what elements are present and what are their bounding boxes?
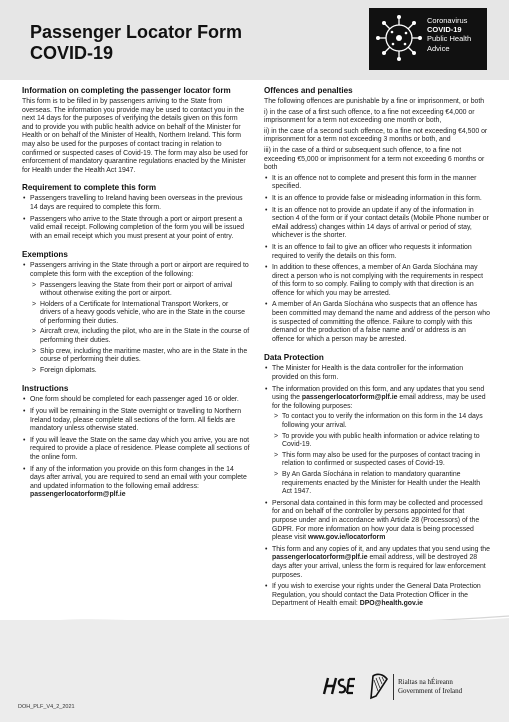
- badge-line-1: Coronavirus: [427, 16, 468, 25]
- gov-line-irish: Rialtas na hÉireann: [398, 678, 453, 686]
- email-link[interactable]: passengerlocatorform@plf.ie: [30, 491, 126, 499]
- list-item: • In addition to these offences, a member of An Garda Síochána may direct a person who is not complying with the requirements in respect of this form to so comply. Failing to comply with that direction is an offence for which you may be arrested.: [264, 264, 490, 298]
- list-item: • It is an offence to fail to give an officer who requests it information required to verify the details on this form.: [264, 244, 490, 261]
- harp-icon: [368, 672, 390, 700]
- email-link[interactable]: passengerlocatorform@plf.ie: [272, 554, 368, 562]
- sub-item: > To provide you with public health information or advice relating to Covid-19.: [272, 433, 490, 450]
- list-item: • It is an offence not to complete and present this form in the manner specified.: [264, 175, 490, 192]
- list-item: [264, 546, 490, 580]
- virus-icon: [375, 14, 423, 62]
- list-item: [264, 583, 490, 609]
- penalty-second: ii) in the case of a second such offence, to a fine not exceeding €4,500 or imprisonment for a term not exceeding 3 months or both, and: [264, 127, 488, 144]
- list-item: • It is an offence not to provide an update if any of the information in section 4 of the form or if your contact details (Mobile Phone number or eMail address) changes within 14 days of arrival or period of stay, whichever is the shorter.: [264, 207, 490, 241]
- instructions-last-text: If any of the information you provide on this form changes in the 14 days after arrival, you are required to send an email with your complete and updated information to the following email address:: [30, 465, 247, 490]
- list-item: [264, 500, 490, 543]
- footer-divider: [393, 674, 394, 700]
- page-title: [30, 22, 242, 64]
- badge-text: [427, 16, 471, 53]
- left-column: [22, 86, 250, 503]
- exemptions-sublist: [30, 282, 250, 376]
- offences-intro: The following offences are punishable by a fine or imprisonment, or both: [264, 98, 485, 105]
- offences-heading: Offences and penalties: [264, 86, 353, 95]
- dp-text: Personal data contained in this form may be collected and processed for and on behalf of the controller by persons appointed for that purpose under and in accordance with Article 28 (Processors) of the GDPR. For more information on how your data is being processed please visit: [272, 499, 483, 542]
- locatorform-link[interactable]: www.gov.ie/locatorform: [308, 534, 386, 542]
- sub-item: > Foreign diplomats.: [30, 367, 250, 376]
- list-item: • A member of An Garda Síochána who suspects that an offence has been committed may demand the name and address of the person who is suspected of committing the offence. Failure to comply with this demand or the production of a false name and/ or address is an offence for which a person may be arrested.: [264, 301, 490, 344]
- sub-item: > Holders of a Certificate for International Transport Workers, or drivers of a heavy goods vehicle, who are in the State in the course of performing their duties.: [30, 301, 250, 327]
- sub-item: > Passengers leaving the State from their port or airport of arrival without otherwise exiting the port or airport.: [30, 282, 250, 299]
- exemptions-list: [22, 262, 250, 375]
- info-body: This form is to be filled in by passengers arriving to the State from overseas. The information you provide may be used to contact you in the next 14 days for the purposes of verifying the details given on this form and to provide you with public health advice on behalf of the Minister for Health or on behalf of the Minister of Health, Northern Ireland. This form may also be used for the purposes of contact tracing in relation to confirmed or suspected cases of Covid-19. The form may also be used for enforcement of mandatory quarantine regulations enacted by the Minister for Health under the Health Act 1947.: [22, 98, 248, 174]
- dpo-email-link[interactable]: DPO@health.gov.ie: [359, 600, 423, 608]
- purposes-sublist: [272, 413, 490, 496]
- footer-band: [0, 620, 509, 722]
- penalty-first: i) in the case of a first such offence, to a fine not exceeding €4,000 or imprisonment for a term not exceeding one month or both,: [264, 108, 475, 125]
- right-column: [264, 86, 490, 612]
- sub-item: > This form may also be used for the purposes of contact tracing in relation to confirmed or suspected cases of Covid-19.: [272, 452, 490, 469]
- requirement-heading: Requirement to complete this form: [22, 183, 157, 193]
- data-protection-list: [264, 365, 490, 608]
- dp-text: This form and any copies of it, and any updates that you send using the: [272, 545, 490, 553]
- list-item: [22, 466, 250, 500]
- badge-line-4: Advice: [427, 43, 450, 53]
- gov-line-english: Government of Ireland: [398, 686, 463, 695]
- sub-item: > Aircraft crew, including the pilot, who are in the State in the course of performing their duties.: [30, 328, 250, 345]
- covid-badge: [369, 8, 487, 70]
- list-item: • One form should be completed for each passenger aged 16 or older.: [22, 396, 250, 405]
- list-item: • If you will be remaining in the State overnight or travelling to Northern Ireland today, please complete all sections of the form. All fields are mandatory unless otherwise stated.: [22, 408, 250, 434]
- hse-logo-icon: [322, 676, 356, 696]
- sub-item: > Ship crew, including the maritime master, who are in the State in the course of performing their duties.: [30, 348, 250, 365]
- list-item: • Passengers travelling to Ireland having been overseas in the previous 14 days are required to complete this form.: [22, 195, 250, 212]
- document-code: DOH_PLF_V4_2_2021: [18, 704, 75, 710]
- list-item: • It is an offence to provide false or misleading information in this form.: [264, 195, 490, 204]
- sub-item: > To contact you to verify the information on this form in the 14 days following your arrival.: [272, 413, 490, 430]
- dp-text: If you wish to exercise your rights under the General Data Protection Regulation, you should contact the Data Protection Officer in the Department of Health email:: [272, 583, 481, 608]
- exemptions-intro: Passengers arriving in the State through a port or airport are required to complete this form with the exception of the following:: [30, 262, 249, 278]
- penalty-third: iii) in the case of a third or subsequent such offence, to a fine not exceeding €5,000 or imprisonment for a term not exceeding 6 months or both: [264, 146, 485, 172]
- badge-line-2: COVID-19: [427, 25, 462, 35]
- sub-item: > By An Garda Síochána in relation to mandatory quarantine requirements enacted by the Minister for Health under the Health Act 1947.: [272, 471, 490, 497]
- instructions-heading: Instructions: [22, 384, 69, 394]
- dp-text: The information provided on this form, and any updates that you send using the: [272, 385, 485, 402]
- list-item: [22, 262, 250, 375]
- requirement-list: [22, 195, 250, 241]
- dp-text: email address, will be destroyed 28 days after your arrival, unless the form is required for law enforcement purposes.: [272, 554, 486, 579]
- email-link[interactable]: passengerlocatorform@plf.ie: [301, 394, 398, 402]
- badge-line-3: Public Health: [427, 34, 472, 44]
- instructions-list: [22, 396, 250, 500]
- header-band: [0, 0, 509, 80]
- list-item: • The Minister for Health is the data controller for the information provided on this form.: [264, 365, 490, 382]
- exemptions-heading: Exemptions: [22, 250, 68, 260]
- government-of-ireland-logo: [398, 678, 462, 695]
- dp-text: email address, may be used for the following purposes:: [272, 394, 486, 410]
- title-line-1: Passenger Locator Form: [30, 22, 243, 42]
- title-line-2: COVID-19: [30, 43, 114, 63]
- list-item: • If you will leave the State on the same day which you arrive, you are not required to provide a place of residence. Please complete all sections of the online form.: [22, 437, 250, 463]
- list-item: • Passengers who arrive to the State through a port or airport present a valid email receipt. Following completion of the form you will be issued with an email receipt which you must present at your point of entry.: [22, 216, 250, 242]
- list-item: [264, 386, 490, 497]
- offences-list: [264, 175, 490, 345]
- info-heading: Information on completing the passenger locator form: [22, 86, 231, 95]
- data-protection-heading: Data Protection: [264, 353, 324, 363]
